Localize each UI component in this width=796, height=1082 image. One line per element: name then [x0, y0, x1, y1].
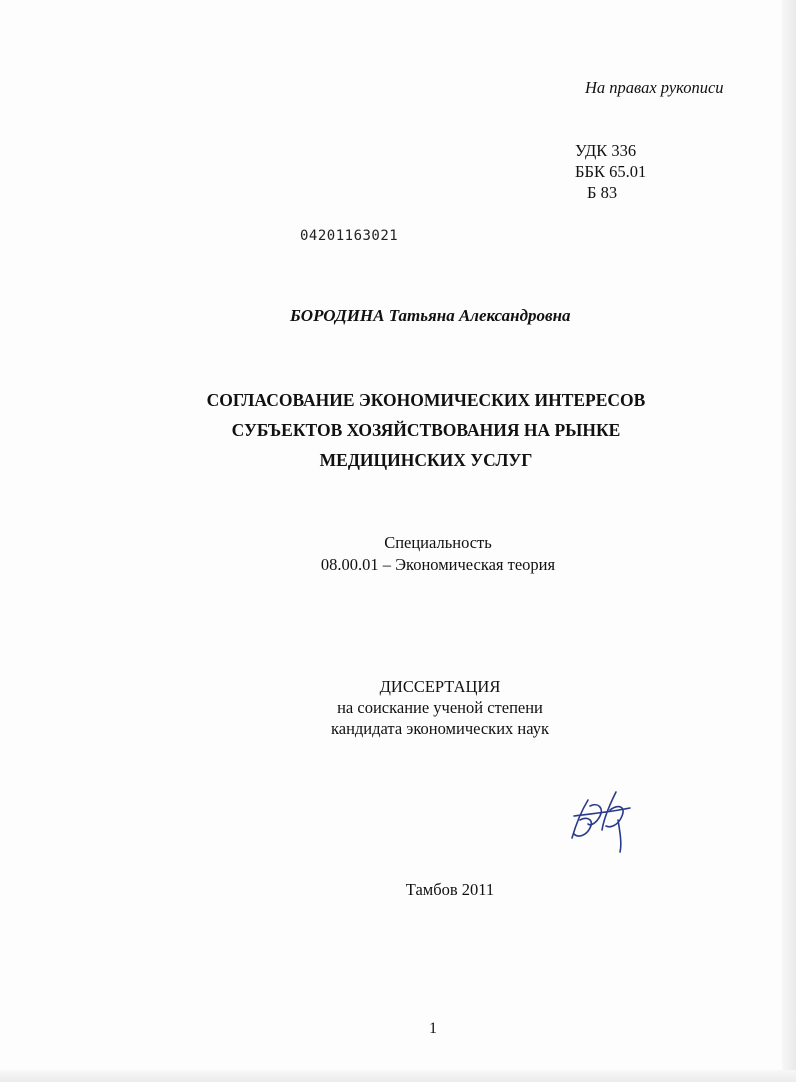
- author-mark-code: Б 83: [587, 183, 618, 202]
- classification-block: [575, 140, 646, 203]
- page-number: 1: [429, 1020, 437, 1037]
- title-line-1: СОГЛАСОВАНИЕ ЭКОНОМИЧЕСКИХ ИНТЕРЕСОВ: [206, 390, 646, 410]
- degree-line-2: на соискание ученой степени: [337, 698, 543, 717]
- degree-type: ДИССЕРТАЦИЯ: [379, 677, 501, 696]
- udc-code: УДК 336: [575, 141, 637, 160]
- degree-line-3: кандидата экономических наук: [330, 719, 549, 738]
- archive-number: 04201163021: [300, 228, 399, 244]
- manuscript-rights-note: На правах рукописи: [585, 78, 724, 97]
- author-name: БОРОДИНА Татьяна Александровна: [290, 306, 571, 325]
- specialty-value: 08.00.01 – Экономическая теория: [320, 555, 556, 574]
- place-and-year: Тамбов 2011: [405, 880, 495, 899]
- specialty-label: Специальность: [384, 533, 492, 552]
- title-line-2: СУБЪЕКТОВ ХОЗЯЙСТВОВАНИЯ НА РЫНКЕ: [231, 420, 621, 440]
- handwritten-signature: [560, 780, 640, 860]
- specialty-block: [0, 532, 796, 576]
- dissertation-title: [0, 385, 796, 475]
- degree-block: [0, 676, 796, 739]
- bbk-code: ББК 65.01: [575, 162, 647, 181]
- scan-edge-bottom: [0, 1070, 796, 1082]
- title-line-3: МЕДИЦИНСКИХ УСЛУГ: [319, 450, 533, 470]
